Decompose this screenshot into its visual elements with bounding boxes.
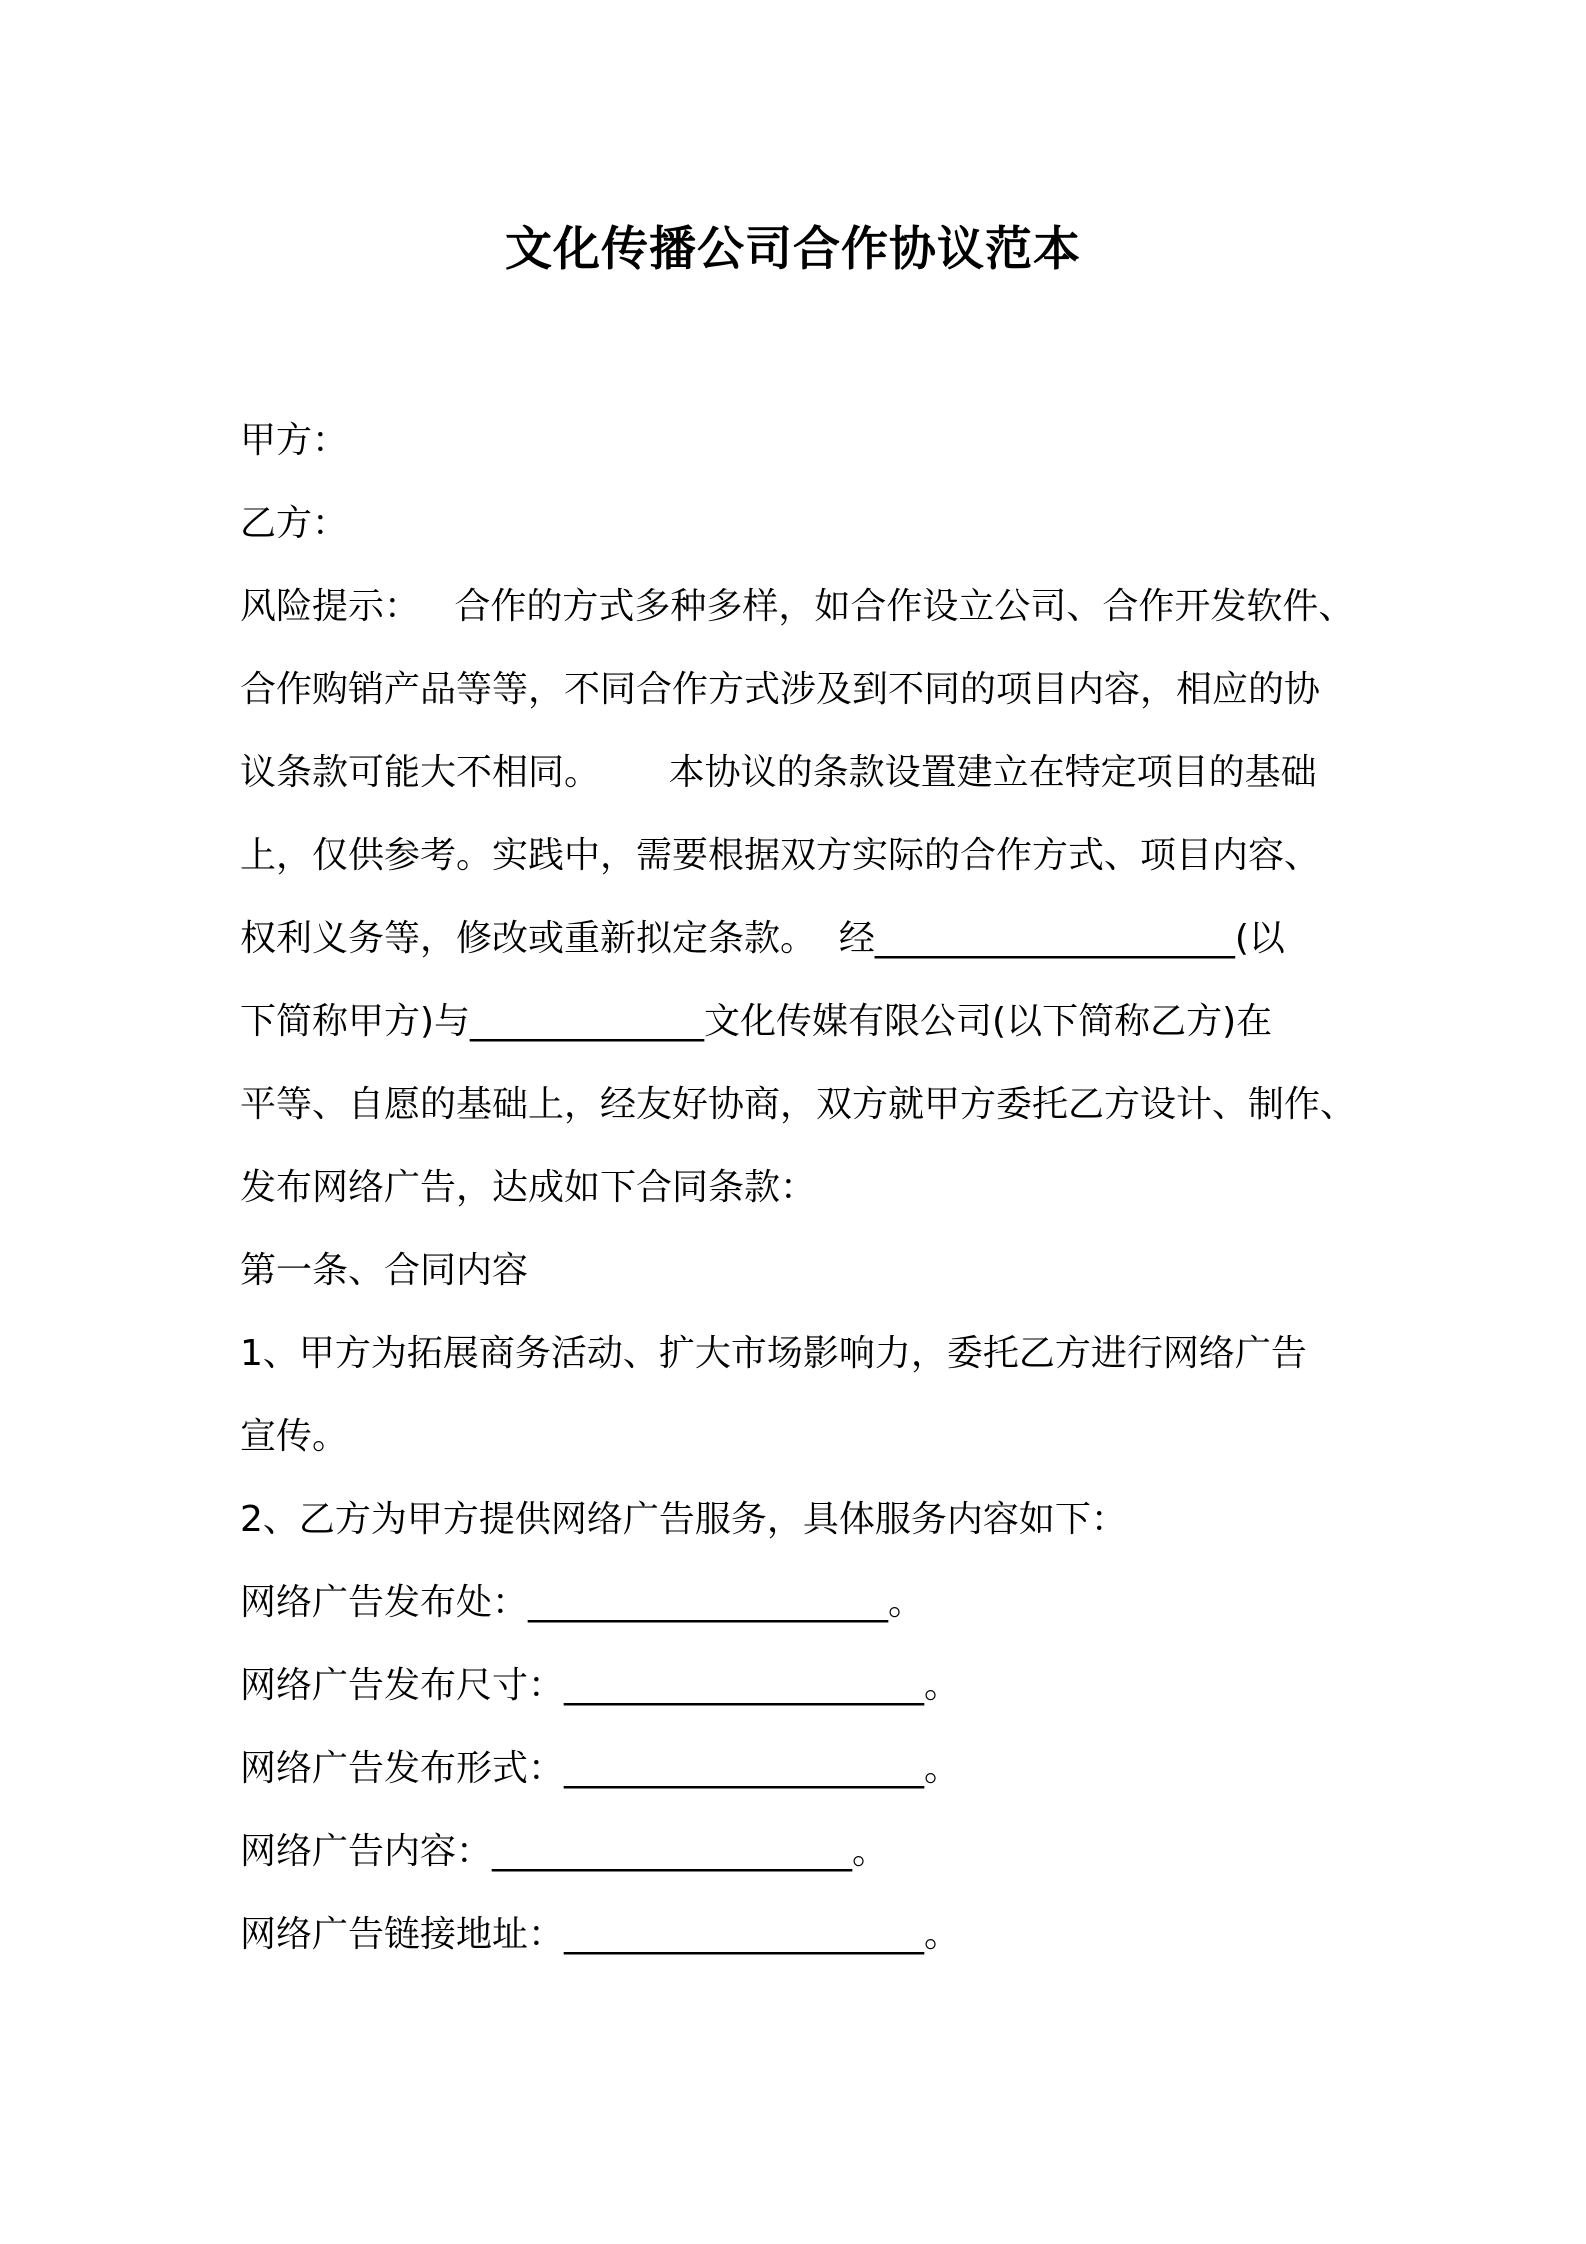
paragraph-line: 议条款可能大不相同。 本协议的条款设置建立在特定项目的基础 [240, 752, 1317, 793]
clause-line: 宣传。 [240, 1416, 349, 1457]
document-title: 文化传播公司合作协议范本 [505, 222, 1081, 277]
risk-notice-line: 风险提示： 合作的方式多种多样，如合作设立公司、合作开发软件、 [240, 586, 1355, 627]
paragraph-line: 合作购销产品等等，不同合作方式涉及到不同的项目内容，相应的协 [240, 669, 1321, 710]
party-a-line: 甲方： [240, 420, 349, 461]
paragraph-line: 下简称甲方)与_____________文化传媒有限公司(以下简称乙方)在 [240, 1001, 1273, 1042]
paragraph-line: 上，仅供参考。实践中，需要根据双方实际的合作方式、项目内容、 [240, 835, 1321, 876]
article-heading: 第一条、合同内容 [240, 1250, 529, 1291]
party-b-line: 乙方： [240, 503, 349, 544]
ad-placement-field: 网络广告发布处：____________________。 [240, 1582, 925, 1623]
ad-format-field: 网络广告发布形式：____________________。 [240, 1748, 961, 1789]
ad-size-field: 网络广告发布尺寸：____________________。 [240, 1665, 961, 1706]
clause-line: 2、乙方为甲方提供网络广告服务，具体服务内容如下： [240, 1499, 1127, 1540]
paragraph-line: 权利义务等，修改或重新拟定条款。 经____________________(以 [240, 918, 1285, 959]
clause-line: 1、甲方为拓展商务活动、扩大市场影响力，委托乙方进行网络广告 [240, 1333, 1307, 1374]
ad-link-field: 网络广告链接地址：____________________。 [240, 1914, 961, 1955]
document-body [240, 399, 1355, 1976]
ad-content-field: 网络广告内容：____________________。 [240, 1831, 889, 1872]
paragraph-line: 发布网络广告，达成如下合同条款： [240, 1167, 817, 1208]
paragraph-line: 平等、自愿的基础上，经友好协商，双方就甲方委托乙方设计、制作、 [240, 1084, 1357, 1125]
